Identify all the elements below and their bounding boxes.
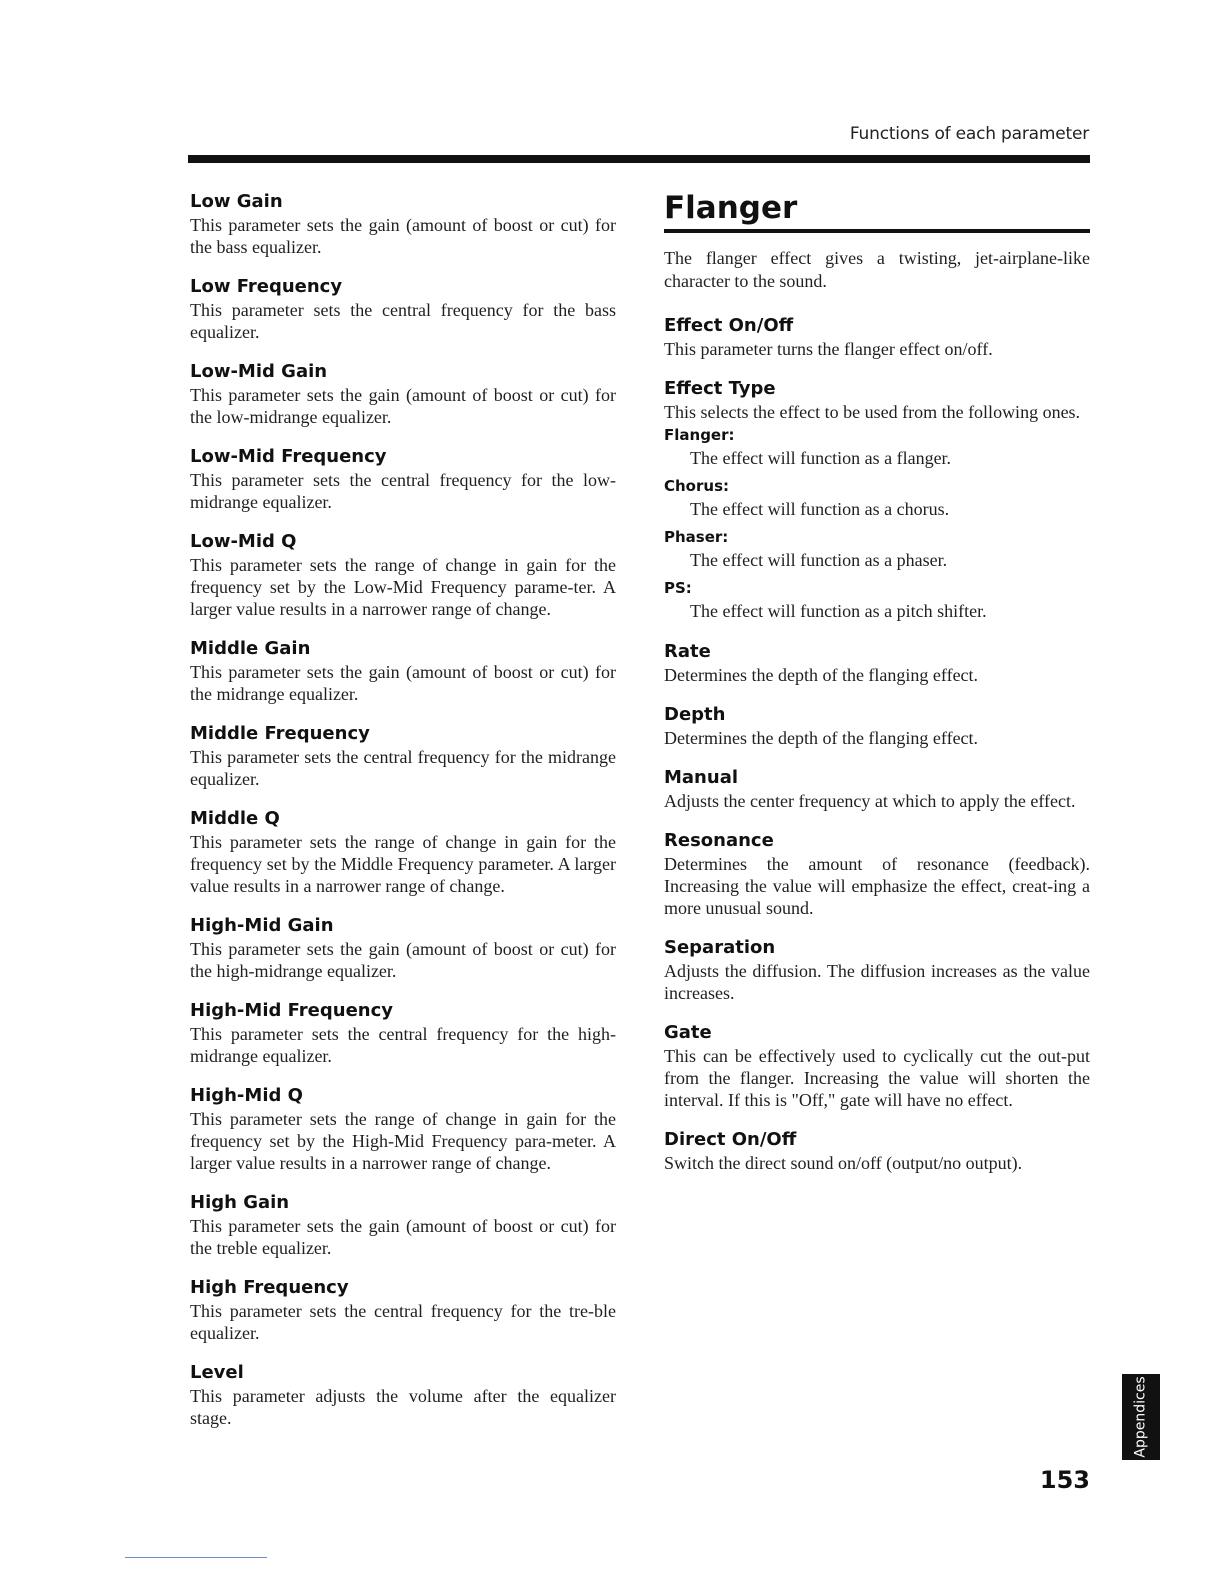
param-title: Low-Mid Frequency [190, 446, 387, 467]
param-high-mid-q [190, 1084, 616, 1174]
param-manual [664, 766, 1090, 812]
param-low-mid-gain [190, 360, 616, 428]
param-body: This parameter sets the gain (amount of boost or cut) for the low-midrange equalizer. [190, 385, 616, 427]
page-number: 153 [1039, 1466, 1090, 1494]
param-depth [664, 703, 1090, 749]
param-middle-gain [190, 637, 616, 705]
param-low-mid-frequency [190, 445, 616, 513]
param-body: This can be effectively used to cyclically cut the out-put from the flanger. Increasing the value will shorten the interval. If this is "Off," gate will have no effect. [664, 1046, 1090, 1110]
option-flanger [664, 425, 1090, 470]
appendices-tab [1122, 1374, 1160, 1460]
param-title: High Frequency [190, 1277, 349, 1298]
param-body: This parameter sets the gain (amount of boost or cut) for the bass equalizer. [190, 215, 616, 257]
param-title: Depth [664, 704, 726, 725]
param-body: Adjusts the center frequency at which to apply the effect. [664, 791, 1076, 811]
param-effect-type [664, 377, 1090, 623]
header-rule [188, 155, 1090, 163]
param-body: Determines the depth of the flanging effect. [664, 665, 979, 685]
option-label: Phaser: [664, 528, 729, 546]
param-title: Low-Mid Q [190, 531, 297, 552]
param-body: This parameter sets the range of change in gain for the frequency set by the Low-Mid Frequency parame-ter. A larger value results in a narrower range of change. [190, 555, 616, 619]
option-desc: The effect will function as a chorus. [690, 499, 950, 519]
param-high-gain [190, 1191, 616, 1259]
footer-line [125, 1557, 267, 1558]
param-title: Low Gain [190, 191, 283, 212]
param-high-frequency [190, 1276, 616, 1344]
param-title: Direct On/Off [664, 1129, 797, 1150]
param-direct-onoff [664, 1128, 1090, 1174]
param-title: Low Frequency [190, 276, 343, 297]
option-desc: The effect will function as a flanger. [690, 448, 952, 468]
param-title: Low-Mid Gain [190, 361, 328, 382]
param-body: Adjusts the diffusion. The diffusion increases as the value increases. [664, 961, 1090, 1003]
param-body: This parameter sets the central frequency for the midrange equalizer. [190, 747, 616, 789]
option-desc: The effect will function as a phaser. [690, 550, 948, 570]
effect-type-options [664, 425, 1090, 623]
param-body: This selects the effect to be used from the following ones. [664, 402, 1081, 422]
param-body: This parameter sets the gain (amount of boost or cut) for the midrange equalizer. [190, 662, 616, 704]
param-resonance [664, 829, 1090, 919]
param-title: Effect On/Off [664, 315, 794, 336]
param-title: Level [190, 1362, 244, 1383]
running-head: Functions of each parameter [849, 124, 1089, 144]
option-label: Chorus: [664, 477, 729, 495]
appendices-tab-label: Appendices [1133, 1376, 1149, 1458]
param-body: This parameter sets the gain (amount of boost or cut) for the high-midrange equalizer. [190, 939, 616, 981]
param-body: Switch the direct sound on/off (output/no output). [664, 1153, 1023, 1173]
param-body: This parameter sets the central frequency for the low-midrange equalizer. [190, 470, 616, 512]
param-title: High Gain [190, 1192, 290, 1213]
option-desc: The effect will function as a pitch shifter. [690, 601, 987, 621]
param-middle-q [190, 807, 616, 897]
param-middle-frequency [190, 722, 616, 790]
option-label: PS: [664, 579, 692, 597]
param-title: High-Mid Gain [190, 915, 334, 936]
param-body: This parameter adjusts the volume after the equalizer stage. [190, 1386, 616, 1428]
param-title: Gate [664, 1022, 712, 1043]
option-phaser [664, 527, 1090, 572]
param-title: Effect Type [664, 378, 776, 399]
param-title: Manual [664, 767, 739, 788]
param-body: This parameter sets the gain (amount of boost or cut) for the treble equalizer. [190, 1216, 616, 1258]
param-effect-onoff [664, 314, 1090, 360]
param-body: Determines the depth of the flanging effect. [664, 728, 979, 748]
section-title: Flanger [664, 190, 798, 226]
section-intro: The flanger effect gives a twisting, jet-airplane-like character to the sound. [664, 248, 1090, 291]
param-high-mid-frequency [190, 999, 616, 1067]
param-low-mid-q [190, 530, 616, 620]
param-body: This parameter sets the central frequency for the bass equalizer. [190, 300, 616, 342]
option-label: Flanger: [664, 426, 735, 444]
param-title: High-Mid Q [190, 1085, 303, 1106]
param-body: This parameter sets the range of change in gain for the frequency set by the High-Mid Frequency para-meter. A larger value results in a narrower range of change. [190, 1109, 616, 1173]
param-title: Rate [664, 641, 711, 662]
param-body: This parameter sets the range of change in gain for the frequency set by the Middle Frequency parameter. A larger value results in a narrower range of change. [190, 832, 616, 896]
param-title: Middle Q [190, 808, 280, 829]
right-column [664, 190, 1090, 1191]
param-title: Separation [664, 937, 776, 958]
param-body: Determines the amount of resonance (feedback). Increasing the value will emphasize the effect, creat-ing a more unusual sound. [664, 854, 1090, 918]
param-level [190, 1361, 616, 1429]
option-ps [664, 578, 1090, 623]
section-rule [664, 229, 1090, 233]
param-low-gain [190, 190, 616, 258]
param-separation [664, 936, 1090, 1004]
option-chorus [664, 476, 1090, 521]
param-body: This parameter turns the flanger effect on/off. [664, 339, 993, 359]
param-high-mid-gain [190, 914, 616, 982]
left-column [190, 190, 616, 1446]
param-title: High-Mid Frequency [190, 1000, 393, 1021]
param-title: Middle Frequency [190, 723, 370, 744]
param-body: This parameter sets the central frequency for the high-midrange equalizer. [190, 1024, 616, 1066]
param-title: Middle Gain [190, 638, 311, 659]
param-body: This parameter sets the central frequency for the tre-ble equalizer. [190, 1301, 616, 1343]
param-rate [664, 640, 1090, 686]
param-gate [664, 1021, 1090, 1111]
param-title: Resonance [664, 830, 774, 851]
param-low-frequency [190, 275, 616, 343]
